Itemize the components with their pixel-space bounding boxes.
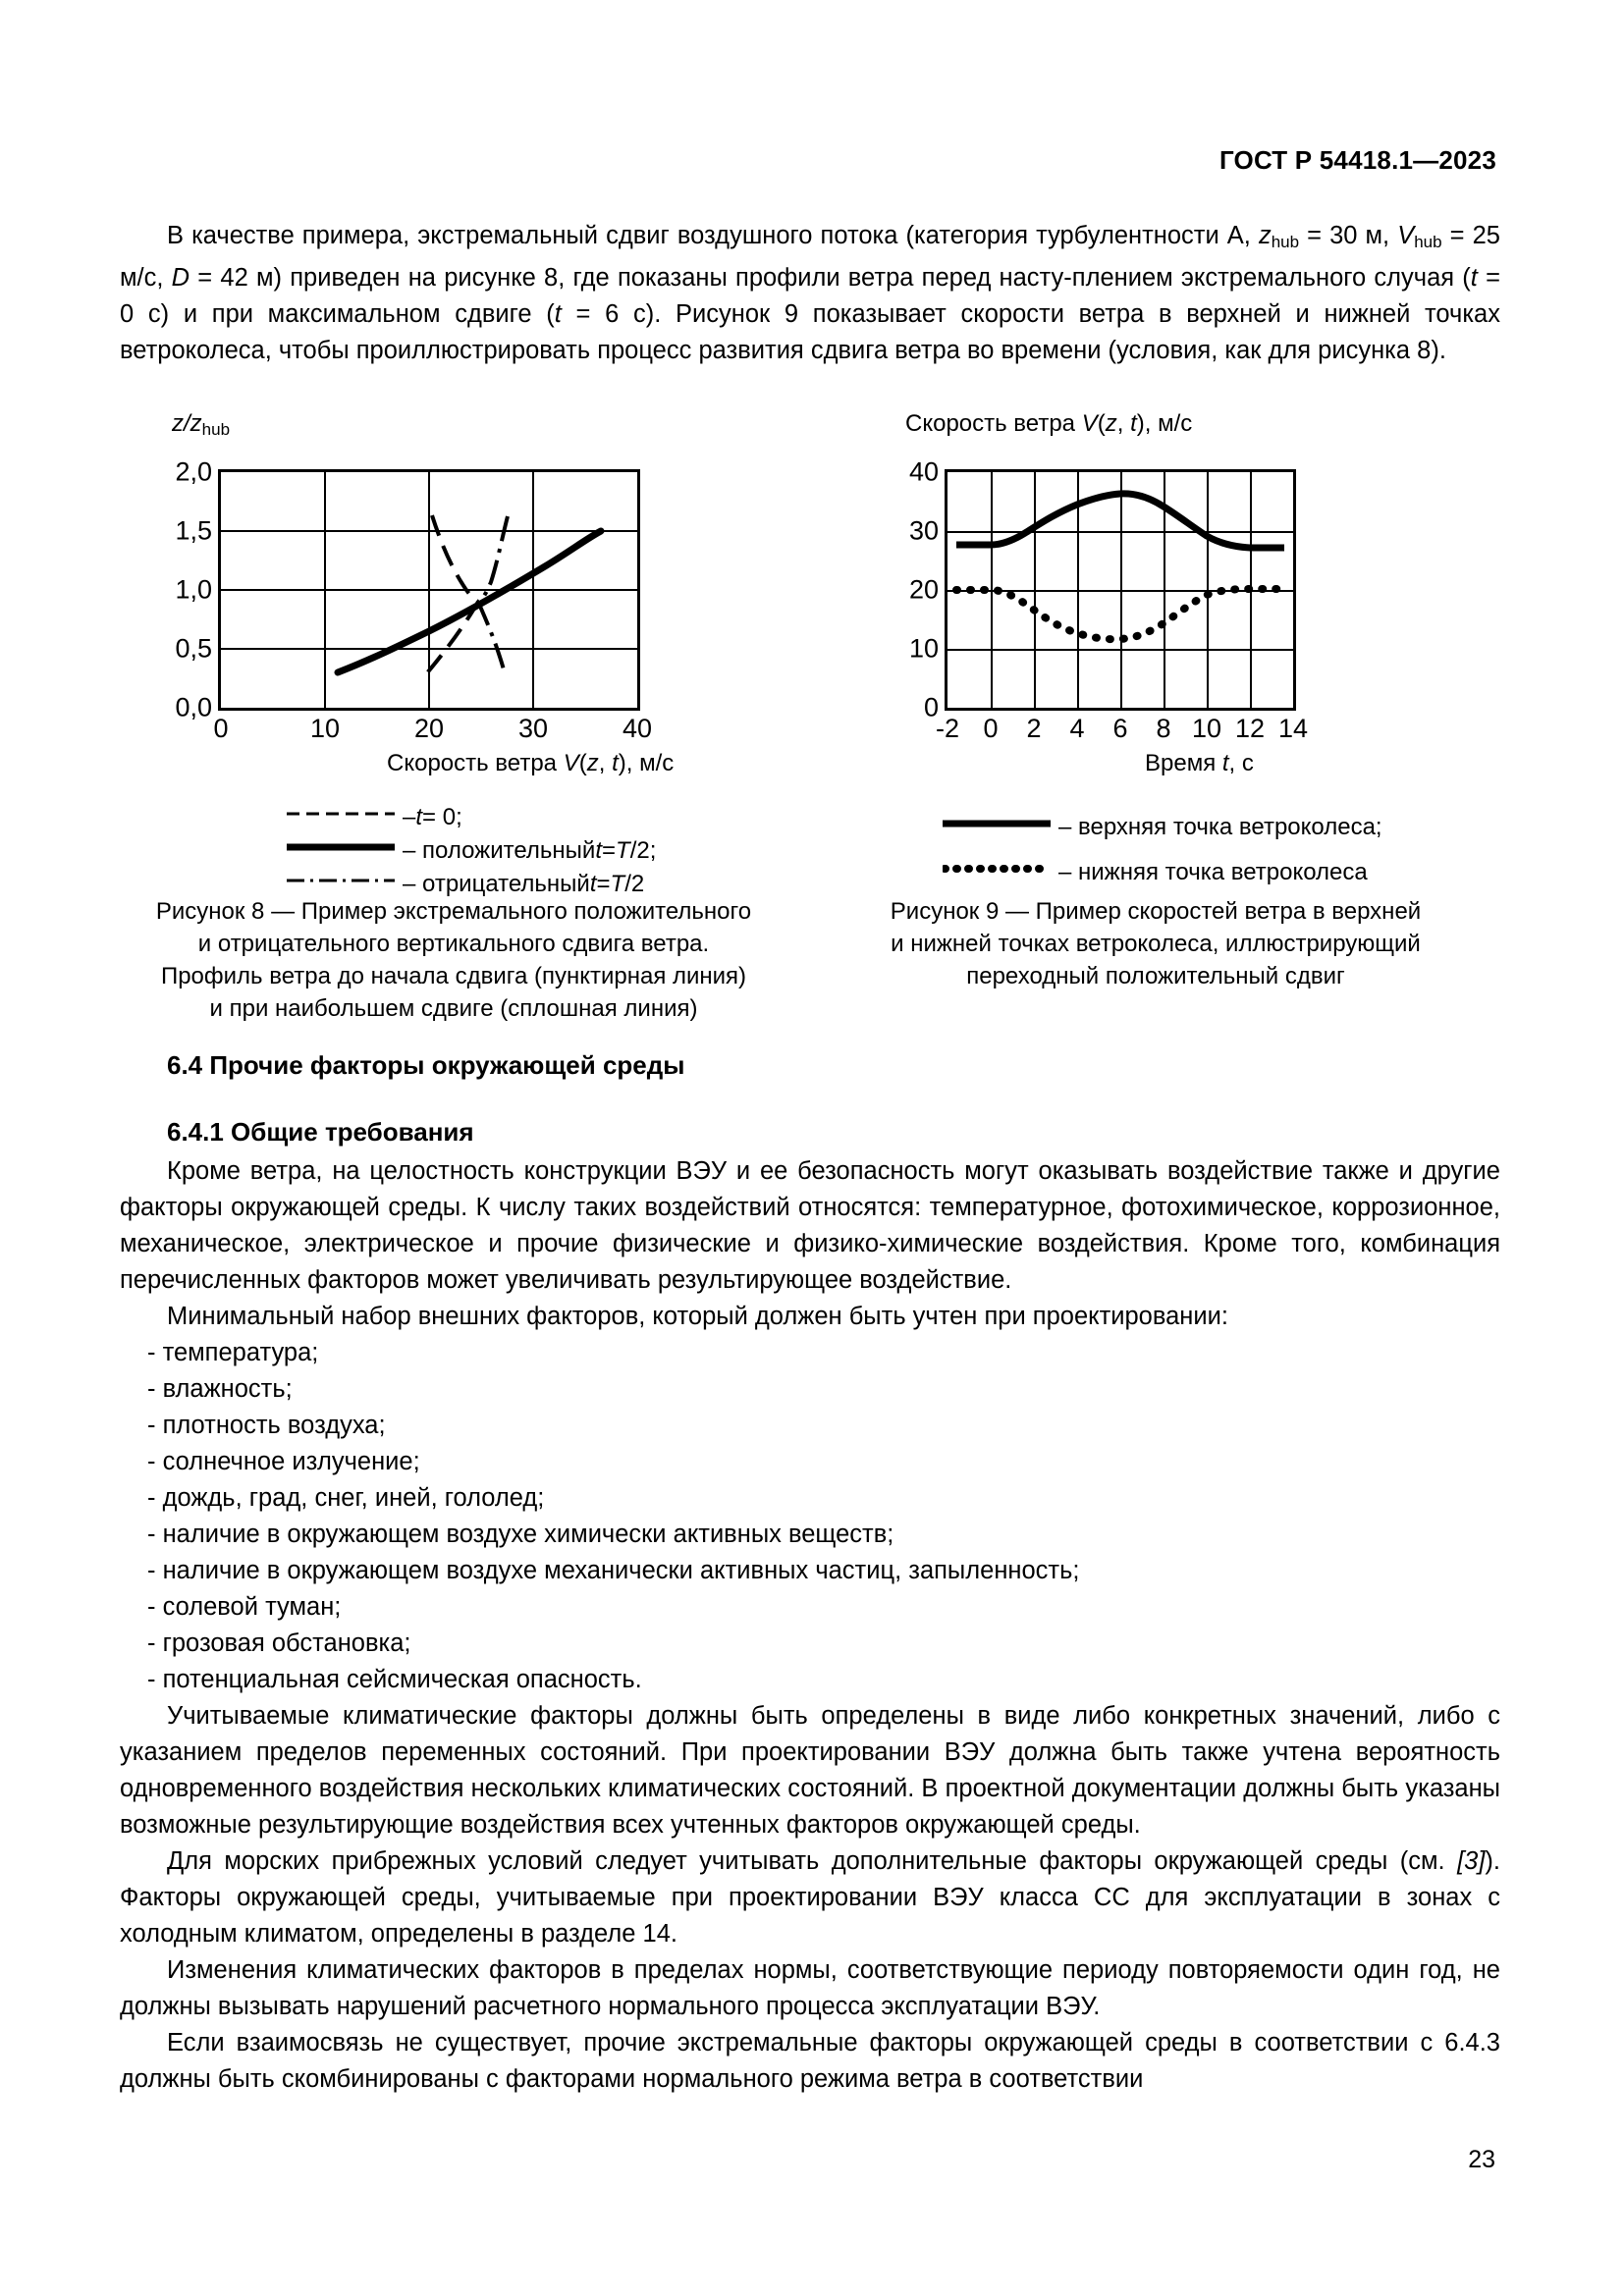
figure8-series-positive bbox=[338, 531, 601, 672]
bibliographic-reference: [3] bbox=[1457, 1847, 1486, 1875]
figure9-curves bbox=[947, 472, 1293, 708]
list-item: - потенциальная сейсмическая опасность. bbox=[147, 1666, 642, 1693]
figure8-xtick-3: 30 bbox=[517, 714, 549, 743]
figure8-legend-pos-rest2: /2; bbox=[629, 837, 657, 864]
solid-line-icon bbox=[287, 842, 395, 860]
figure9-ytick-4: 0 bbox=[923, 692, 939, 722]
intro-seg5: = 0 с) и при максимальном сдвиге ( bbox=[120, 264, 1500, 328]
paragraph-6-4-1-1: Кроме ветра, на целостность конструкции ВЭУ и ее безопасность могут оказывать воздействие также и другие факторы окружающей среды. К числу таких воздействий относятся: температурное, фотохимическое, коррозионное, механическое, электрическое и прочие физические и физико-химические воздействия. Кроме того, комбинация перечисленных факторов может увеличивать результирующее воздействие. bbox=[120, 1157, 1500, 1294]
figure8-curves bbox=[221, 472, 637, 708]
figure8-legend-t0-it: t bbox=[415, 804, 423, 830]
intro-paragraph-block bbox=[120, 218, 1500, 369]
list-item: - дождь, град, снег, иней, гололед; bbox=[147, 1484, 545, 1512]
figure9-title-t: t bbox=[1130, 410, 1137, 437]
figure8-xlabel-t: t bbox=[612, 750, 619, 776]
figure9-xtick-3: 4 bbox=[1069, 714, 1085, 743]
section-6-4-block bbox=[120, 1050, 1500, 2098]
figure8-ytick-4: 0,0 bbox=[175, 692, 212, 722]
figure8-legend-pos-rest: = bbox=[602, 837, 617, 864]
figure9-xlabel-b: , с bbox=[1228, 750, 1254, 776]
figure9-title-a: Скорость ветра bbox=[905, 410, 1082, 437]
dashed-line-icon bbox=[287, 809, 395, 827]
figure8-caption-line-2: Профиль ветра до начала сдвига (пунктирная линия) bbox=[160, 963, 747, 989]
figure8-legend-neg-it: t bbox=[589, 871, 597, 897]
figure8-x-axis-label bbox=[387, 750, 674, 777]
document-standard-header: ГОСТ Р 54418.1—2023 bbox=[1218, 145, 1496, 175]
figure8-plot-area bbox=[175, 456, 653, 743]
figure9-xlabel-t: t bbox=[1221, 750, 1229, 776]
figure9-title-b: ( bbox=[1097, 410, 1106, 437]
intro-line1: В качестве примера, экстремальный сдвиг воздушного потока (категория турбулентности А, bbox=[167, 222, 1251, 249]
figure9-ytick-0: 40 bbox=[908, 456, 939, 487]
figure8-xtick-4: 40 bbox=[622, 714, 653, 743]
figure9-xtick-2: 2 bbox=[1026, 714, 1042, 743]
figure8-xtick-2: 20 bbox=[413, 714, 445, 743]
intro-seg3: = 25 м/с, bbox=[120, 222, 1500, 292]
figure9-legend-row-lower bbox=[943, 850, 1382, 895]
figure8-y-axis-title bbox=[172, 410, 230, 440]
figure8-caption-line-0: Рисунок 8 — Пример экстремального положительного bbox=[155, 898, 752, 925]
figure9-legend-upper-label: – верхняя точка ветроколеса; bbox=[1058, 814, 1382, 840]
figure8-y-axis-title-sub: hub bbox=[201, 420, 231, 439]
figure9-plot-area bbox=[908, 456, 1309, 743]
figure8-caption bbox=[100, 895, 807, 1025]
figure8-series-t0-lower bbox=[425, 602, 478, 675]
figure8-legend-pos-it2: T bbox=[616, 837, 630, 864]
figure9-series-upper bbox=[956, 494, 1284, 548]
figure8-series-t0 bbox=[432, 515, 478, 602]
figure9-xtick-5: 8 bbox=[1156, 714, 1171, 743]
para4-part-b: ). Факторы окружающей среды, учитываемые при проектировании ВЭУ класса СС для эксплуатации в зонах с холодным климатом, определены в разделе 14. bbox=[120, 1847, 1500, 1948]
figure9-ytick-3: 10 bbox=[908, 633, 939, 664]
environmental-factors-list bbox=[120, 1335, 1500, 1698]
figure8-caption-line-3: и при наибольшем сдвиге (сплошная линия) bbox=[209, 995, 698, 1022]
list-item: - солевой туман; bbox=[147, 1593, 342, 1621]
figure9-xtick-1: 0 bbox=[983, 714, 999, 743]
intro-t2: t bbox=[554, 300, 562, 328]
figure8-legend-t0-prefix: – bbox=[403, 804, 416, 830]
list-item: - температура; bbox=[147, 1339, 319, 1366]
figure8-legend-neg-prefix: – отрицательный bbox=[403, 871, 590, 897]
intro-d: D bbox=[171, 264, 190, 292]
figure8-legend-neg-rest: = bbox=[596, 871, 611, 897]
figure9-title-v: V bbox=[1081, 410, 1098, 437]
figure8-ytick-2: 1,0 bbox=[175, 574, 212, 605]
figure8-caption-line-1: и отрицательного вертикального сдвига ветра. bbox=[197, 931, 710, 957]
intro-paragraph bbox=[120, 218, 1500, 369]
figure8-legend-row-t0 bbox=[287, 801, 656, 834]
figure8-legend-neg-it2: T bbox=[610, 871, 625, 897]
page-number: 23 bbox=[1468, 2146, 1495, 2173]
list-item: - плотность воздуха; bbox=[147, 1412, 386, 1439]
para4-part-a: Для морских прибрежных условий следует учитывать дополнительные факторы окружающей среды (см. bbox=[167, 1847, 1458, 1875]
figure8-legend-t0-rest: = 0; bbox=[422, 804, 462, 830]
figure9-title-c: , bbox=[1116, 410, 1131, 437]
figure9-xtick-6: 10 bbox=[1191, 714, 1222, 743]
figure8-legend bbox=[287, 801, 656, 901]
figures-row bbox=[120, 393, 1504, 1021]
figure8-y-axis-title-main: z/z bbox=[172, 410, 202, 437]
figure8-xlabel-a: Скорость ветра bbox=[387, 750, 564, 776]
intro-seg6: = 6 с). Рисунок 9 показывает скорости ветра в верхней и нижней точках ветроколеса, чтобы проиллюстрировать процесс развития сдвига ветра во времени (условия, как для рисунка 8). bbox=[120, 300, 1500, 364]
figure9-caption bbox=[807, 895, 1504, 992]
figure8-ytick-3: 0,5 bbox=[175, 633, 212, 664]
intro-seg4: = 42 м) приведен на рисунке 8, где показаны профили ветра перед насту-плением экстремального случая ( bbox=[189, 264, 1471, 292]
figure9-xlabel-a: Время bbox=[1145, 750, 1222, 776]
figure9-xtick-7: 12 bbox=[1234, 714, 1266, 743]
dash-dot-line-icon bbox=[287, 876, 395, 893]
figure9-legend-lower-label: – нижняя точка ветроколеса bbox=[1058, 859, 1368, 885]
figure8-legend-pos-prefix: – положительный bbox=[403, 837, 596, 864]
figure9-caption-line-0: Рисунок 9 — Пример скоростей ветра в верхней bbox=[890, 898, 1422, 925]
figure9-xtick-8: 14 bbox=[1277, 714, 1309, 743]
list-item: - грозовая обстановка; bbox=[147, 1629, 411, 1657]
figure8-xtick-0: 0 bbox=[213, 714, 229, 743]
figure8-series-negative-lower bbox=[478, 602, 505, 675]
heading-6-4: 6.4 Прочие факторы окружающей среды bbox=[167, 1050, 685, 1080]
figure9-title-z: z bbox=[1105, 410, 1117, 437]
paragraph-6-4-1-2: Минимальный набор внешних факторов, который должен быть учтен при проектировании: bbox=[167, 1303, 1228, 1330]
paragraph-6-4-1-4 bbox=[120, 1843, 1500, 1952]
figure9-xtick-0: -2 bbox=[935, 714, 960, 743]
figure9-series-lower bbox=[956, 589, 1284, 639]
figure9-ytick-2: 20 bbox=[908, 574, 939, 605]
dotted-line-icon bbox=[943, 864, 1051, 881]
figure8-legend-neg-rest2: /2 bbox=[624, 871, 645, 897]
figure8-xlabel-z: z bbox=[586, 750, 599, 776]
heading-6-4-1: 6.4.1 Общие требования bbox=[167, 1117, 474, 1147]
figure9-x-axis-label bbox=[1145, 750, 1254, 777]
list-item: - солнечное излучение; bbox=[147, 1448, 420, 1475]
paragraph-6-4-1-6: Если взаимосвязь не существует, прочие экстремальные факторы окружающей среды в соответствии с 6.4.3 должны быть скомбинированы с факторами нормального режима ветра в соответствии bbox=[120, 2029, 1500, 2093]
list-item: - влажность; bbox=[147, 1375, 293, 1403]
intro-v-sub: hub bbox=[1414, 233, 1442, 251]
list-item: - наличие в окружающем воздухе химически активных веществ; bbox=[147, 1521, 894, 1548]
figure9-ytick-1: 30 bbox=[908, 515, 939, 546]
intro-seg2: = 30 м, bbox=[1299, 222, 1398, 249]
intro-z: z bbox=[1258, 222, 1272, 249]
figure8-xlabel-b: ( bbox=[578, 750, 587, 776]
figure8-ytick-1: 1,5 bbox=[175, 515, 212, 546]
figure8-xlabel-d: ), м/с bbox=[618, 750, 675, 776]
solid-line-icon bbox=[943, 819, 1051, 836]
list-item: - наличие в окружающем воздухе механически активных частиц, запыленность; bbox=[147, 1557, 1080, 1584]
figure9-title bbox=[905, 410, 1192, 438]
figure9-caption-line-1: и нижней точках ветроколеса, иллюстрирующий bbox=[891, 931, 1421, 957]
intro-v: V bbox=[1397, 222, 1415, 249]
figure9-legend bbox=[943, 805, 1382, 895]
paragraph-6-4-1-5: Изменения климатических факторов в пределах нормы, соответствующие периоду повторяемости один год, не должны вызывать нарушений расчетного нормального процесса эксплуатации ВЭУ. bbox=[120, 1956, 1500, 2020]
figure8-legend-pos-it: t bbox=[595, 837, 603, 864]
paragraph-6-4-1-3: Учитываемые климатические факторы должны быть определены в виде либо конкретных значений, либо с указанием пределов переменных состояний. При проектировании ВЭУ должна быть также учтена вероятность одновременного воздействия нескольких климатических состояний. В проектной документации должны быть указаны возможные результирующие воздействия всех учтенных факторов окружающей среды. bbox=[120, 1702, 1500, 1839]
figure8-xtick-1: 10 bbox=[309, 714, 341, 743]
figure8-xlabel-v: V bbox=[563, 750, 579, 776]
figure8-legend-row-positive bbox=[287, 834, 656, 868]
figure9-xtick-4: 6 bbox=[1112, 714, 1128, 743]
figure9-caption-line-2: переходный положительный сдвиг bbox=[966, 963, 1345, 989]
intro-t1: t bbox=[1470, 264, 1478, 292]
figure8-xlabel-c: , bbox=[598, 750, 613, 776]
intro-z-sub: hub bbox=[1271, 233, 1300, 251]
figure9-title-d: ), м/с bbox=[1136, 410, 1193, 437]
figure9-legend-row-upper bbox=[943, 805, 1382, 850]
figure8-ytick-0: 2,0 bbox=[175, 456, 212, 487]
